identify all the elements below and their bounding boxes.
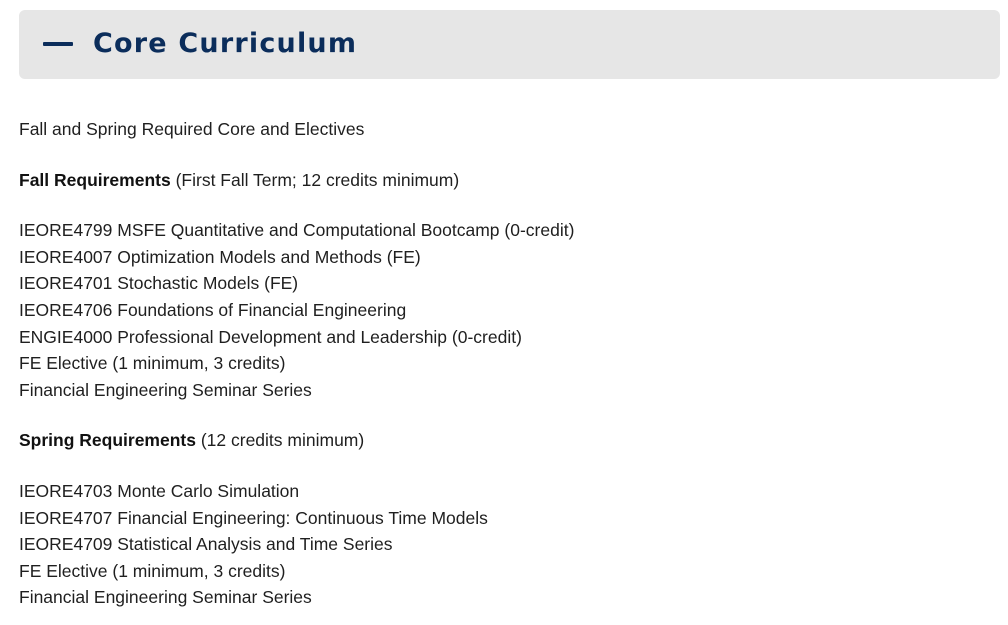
list-item: IEORE4707 Financial Engineering: Continuous Time Models: [19, 507, 488, 528]
minus-icon: [43, 42, 73, 46]
accordion-content: [19, 116, 979, 611]
spring-requirements-label: Spring Requirements: [19, 430, 196, 451]
list-item: IEORE4709 Statistical Analysis and Time Series: [19, 534, 393, 555]
list-item: IEORE4701 Stochastic Models (FE): [19, 273, 299, 294]
fall-requirements-note: (First Fall Term; 12 credits minimum): [170, 169, 460, 190]
list-item: Financial Engineering Seminar Series: [19, 587, 312, 608]
list-item: IEORE4706 Foundations of Financial Engineering: [19, 299, 407, 320]
list-item: IEORE4799 MSFE Quantitative and Computational Bootcamp (0-credit): [19, 220, 575, 241]
fall-course-list: [19, 217, 979, 403]
spring-requirements-note: (12 credits minimum): [195, 430, 365, 451]
accordion-title: Core Curriculum: [93, 28, 358, 59]
intro-text: Fall and Spring Required Core and Electives: [19, 119, 365, 139]
spring-requirements-heading: [19, 427, 979, 454]
core-curriculum-accordion-toggle[interactable]: [19, 10, 1000, 79]
spring-course-list: [19, 478, 979, 611]
fall-requirements-heading: [19, 167, 979, 194]
list-item: Financial Engineering Seminar Series: [19, 379, 312, 400]
list-item: ENGIE4000 Professional Development and Leadership (0-credit): [19, 326, 522, 347]
list-item: FE Elective (1 minimum, 3 credits): [19, 560, 286, 581]
list-item: IEORE4007 Optimization Models and Methods (FE): [19, 246, 421, 267]
list-item: FE Elective (1 minimum, 3 credits): [19, 353, 286, 374]
list-item: IEORE4703 Monte Carlo Simulation: [19, 480, 300, 501]
fall-requirements-label: Fall Requirements: [19, 169, 171, 190]
